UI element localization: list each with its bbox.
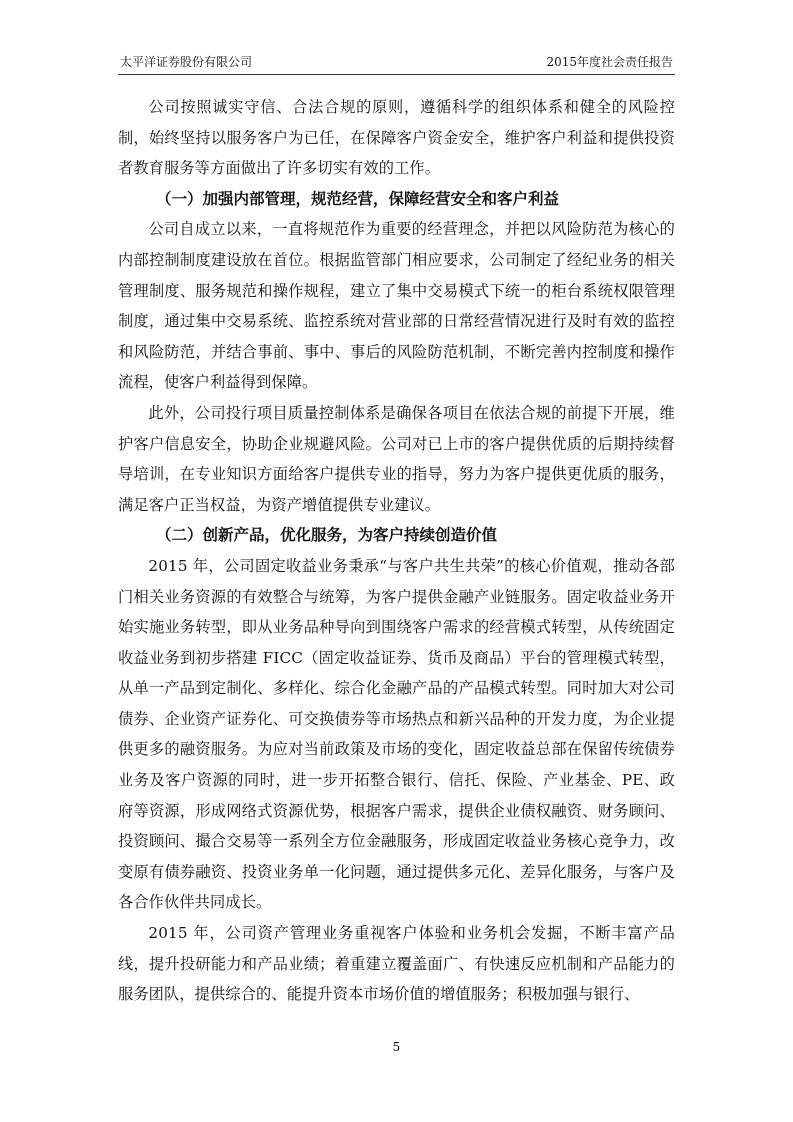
section1-paragraph-1: 公司自成立以来，一直将规范作为重要的经营理念，并把以风险防范为核心的内部控制制度建设放在首位。根据监管部门相应要求，公司制定了经纪业务的相关管理制度、服务规范和操作规程，建立了集中交易模式下统一的柜台系统权限管理制度，通过集中交易系统、监控系统对营业部的日常经营情况进行及时有效的监控和风险防范，并结合事前、事中、事后的风险防范机制，不断完善内控制度和操作流程，使客户利益得到保障。	[118, 220, 675, 392]
section2-paragraph-1: 2015 年，公司固定收益业务秉承“与客户共生共荣”的核心价值观，推动各部门相关业务资源的有效整合与统筹，为客户提供金融产业链服务。固定收益业务开始实施业务转型，即从业务品种导向到围绕客户需求的经营模式转型，从传统固定收益业务到初步搭建 FICC（固定收益证券、货币及商品）平台的管理模式转型，从单一产品到定制化、多样化、综合化金融产品的产品模式转型。同时加大对公司债券、企业资产证券化、可交换债券等市场热点和新兴品种的开发力度，为企业提供更多的融资服务。为应对当前政策及市场的变化，固定收益总部在保留传统债券业务及客户资源的同时，进一步开拓整合银行、信托、保险、产业基金、PE、政府等资源，形成网络式资源优势，根据客户需求，提供企业债权融资、财务顾问、投资顾问、撮合交易等一系列全方位金融服务，形成固定收益业务核心竞争力，改变原有债券融资、投资业务单一化问题，通过提供多元化、差异化服务，与客户及各合作伙伴共同成长。	[118, 556, 675, 912]
header-report-title: 2015年度社会责任报告	[546, 55, 673, 69]
section-heading-2: （二）创新产品，优化服务，为客户持续创造价值	[156, 526, 498, 545]
section2-paragraph-2: 2015 年，公司资产管理业务重视客户体验和业务机会发掘，不断丰富产品线，提升投研能力和产品业绩；着重建立覆盖面广、有快速反应机制和产品能力的服务团队，提供综合的、能提升资本市场价值的增值服务；积极加强与银行、	[118, 924, 675, 1004]
header-company-name: 太平洋证券股份有限公司	[120, 55, 253, 69]
intro-paragraph: 公司按照诚实守信、合法合规的原则，遵循科学的组织体系和健全的风险控制，始终坚持以服务客户为已任，在保障客户资金安全，维护客户利益和提供投资者教育服务等方面做出了许多切实有效的工作。	[118, 98, 675, 178]
section-heading-1: （一）加强内部管理，规范经营，保障经营安全和客户利益	[156, 189, 560, 208]
page-header	[118, 52, 675, 75]
section1-paragraph-2: 此外，公司投行项目质量控制体系是确保各项目在依法合规的前提下开展，维护客户信息安全，协助企业规避风险。公司对已上市的客户提供优质的后期持续督导培训，在专业知识方面给客户提供专业的指导，努力为客户提供更优质的服务，满足客户正当权益，为资产增值提供专业建议。	[118, 403, 675, 514]
page-number: 5	[392, 1040, 401, 1054]
document-body	[118, 92, 675, 1010]
